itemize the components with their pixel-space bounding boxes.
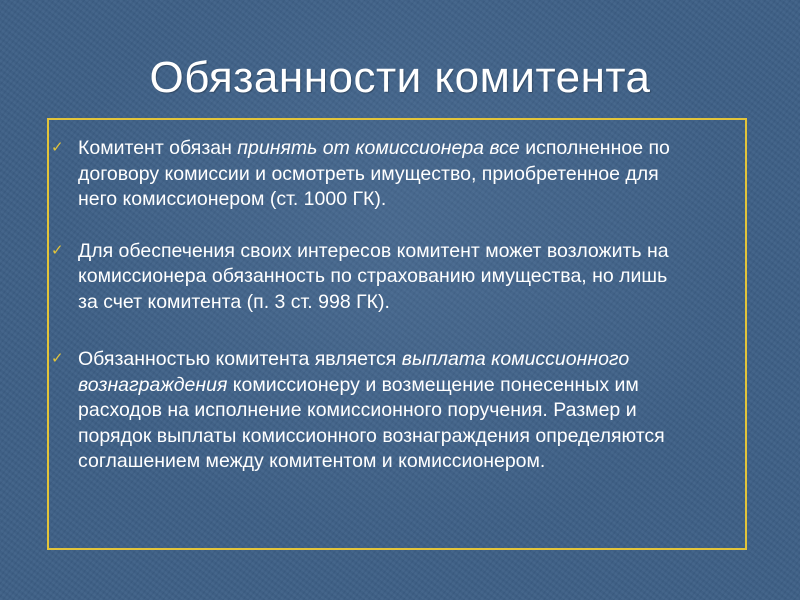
- italic-segment: принять от комиссионера все: [237, 137, 520, 159]
- text-segment: Комитент обязан: [78, 137, 238, 159]
- check-icon: ✓: [51, 349, 64, 367]
- bullet-item-2: [50, 239, 750, 316]
- bullet-line: договору комиссии и осмотреть имущество, приобретенное для: [78, 162, 659, 185]
- bullet-item-3: [50, 347, 750, 475]
- bullet-line: [78, 347, 750, 373]
- check-icon: ✓: [51, 138, 64, 156]
- bullet-line: него комиссионером (ст. 1000 ГК).: [78, 188, 387, 210]
- bullet-line: за счет комитента (п. 3 ст. 998 ГК).: [78, 290, 390, 313]
- bullet-line: [78, 136, 750, 162]
- bullet-line: соглашением между комитентом и комиссионером.: [78, 450, 546, 472]
- italic-segment: вознаграждения: [78, 373, 228, 396]
- text-segment: комиссионеру и возмещение понесенных им: [227, 373, 639, 396]
- bullet-list: [50, 136, 750, 501]
- bullet-line: порядок выплаты комиссионного вознаграждения определяются: [78, 424, 665, 447]
- bullet-line: [78, 373, 750, 399]
- check-icon: ✓: [51, 240, 64, 259]
- bullet-item-1: [50, 136, 750, 213]
- bullet-line: комиссионера обязанность по страхованию имущества, но лишь: [78, 265, 668, 287]
- text-segment: исполненное по: [519, 137, 670, 159]
- italic-segment: выплата комиссионного: [401, 348, 630, 370]
- bullet-line: расходов на исполнение комиссионного поручения. Размер и: [78, 399, 637, 421]
- slide-title: Обязанности комитента: [149, 53, 651, 102]
- bullet-line: Для обеспечения своих интересов комитент может возложить на: [78, 239, 669, 262]
- text-segment: Обязанностью комитента является: [78, 348, 402, 370]
